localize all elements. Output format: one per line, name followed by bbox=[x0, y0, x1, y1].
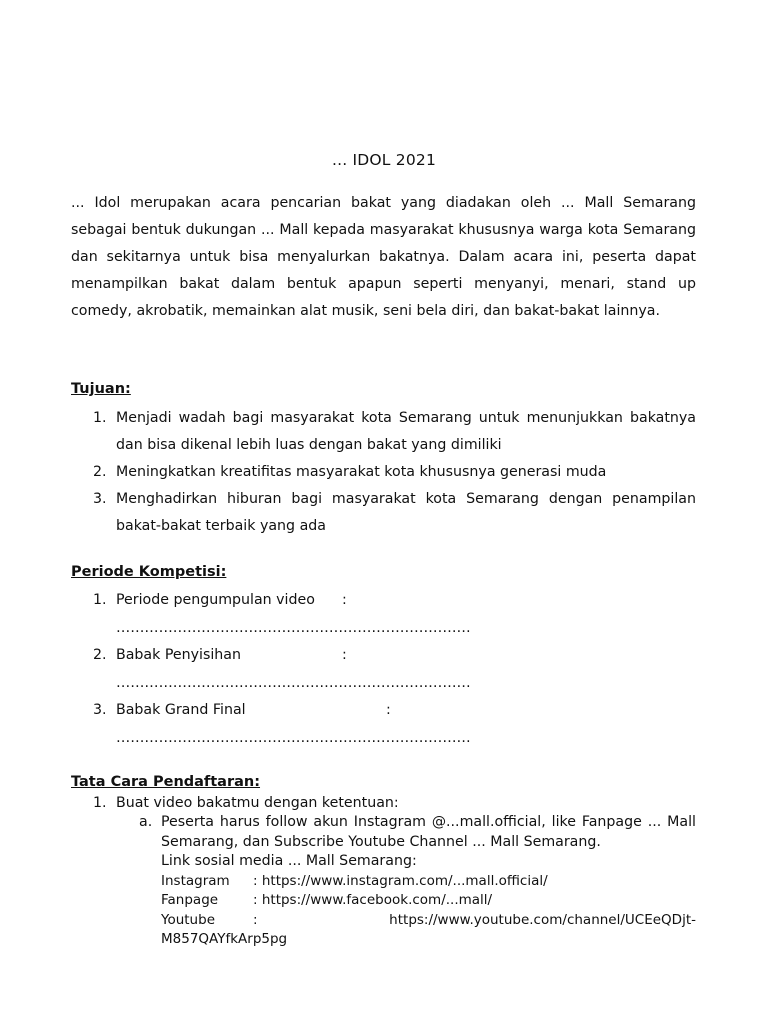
tata-cara-list bbox=[71, 794, 696, 814]
list-item bbox=[71, 405, 696, 459]
sub-list bbox=[71, 813, 696, 950]
period-label: Periode pengumpulan video bbox=[116, 592, 315, 608]
instagram-label: Instagram bbox=[161, 872, 230, 889]
list-item bbox=[71, 794, 696, 814]
period-dots: ………………………………………………………………… bbox=[116, 674, 471, 691]
youtube-row bbox=[161, 911, 696, 931]
list-item bbox=[71, 642, 696, 697]
youtube-colon: : bbox=[253, 911, 258, 928]
sub-item-a bbox=[71, 813, 696, 930]
fanpage-link[interactable]: : https://www.facebook.com/...mall/ bbox=[253, 892, 493, 908]
sub-letter: a. bbox=[139, 814, 153, 830]
youtube-link[interactable]: https://www.youtube.com/channel/UCEeQDjt- bbox=[389, 911, 696, 928]
periode-heading: Periode Kompetisi: bbox=[71, 564, 227, 580]
period-label: Babak Penyisihan bbox=[116, 647, 241, 663]
list-number: 1. bbox=[93, 410, 107, 426]
youtube-label: Youtube bbox=[161, 911, 215, 928]
period-colon: : bbox=[342, 647, 347, 663]
period-label: Babak Grand Final bbox=[116, 702, 246, 718]
youtube-link-continued[interactable]: M857QAYfkArp5pg bbox=[161, 931, 288, 947]
tujuan-heading: Tujuan: bbox=[71, 381, 131, 397]
fanpage-label: Fanpage bbox=[161, 892, 219, 908]
list-number: 2. bbox=[93, 647, 107, 663]
tujuan-list bbox=[71, 405, 696, 540]
list-item bbox=[71, 587, 696, 642]
intro-paragraph: ... Idol merupakan acara pencarian bakat yang diadakan oleh ... Mall Semarang sebagai bentuk dukungan ... Mall kepada masyarakat khususnya warga kota Semarang dan sekitarnya untuk bisa menyalurkan bakatnya. Dalam acara ini, peserta dapat menampilkan bakat dalam bentuk apapun seperti menyanyi, menari, stand up comedy, akrobatik, memainkan alat musik, seni bela diri, dan bakat-bakat lainnya. bbox=[71, 195, 696, 319]
period-dots: ………………………………………………………………… bbox=[116, 619, 471, 636]
list-item bbox=[71, 486, 696, 540]
link-intro: Link sosial media ... Mall Semarang: bbox=[161, 853, 417, 869]
instagram-link[interactable]: : https://www.instagram.com/...mall.official/ bbox=[253, 872, 548, 889]
list-number: 1. bbox=[93, 592, 107, 608]
period-colon: : bbox=[342, 592, 347, 608]
instagram-row bbox=[161, 872, 696, 892]
period-colon: : bbox=[386, 702, 391, 718]
sub-item-text: Peserta harus follow akun Instagram @...mall.official, like Fanpage ... Mall Semarang, dan Subscribe Youtube Channel ... Mall Semarang. bbox=[161, 814, 696, 850]
period-dots: ………………………………………………………………… bbox=[116, 729, 471, 746]
periode-list bbox=[71, 587, 696, 752]
list-item-text: Buat video bakatmu dengan ketentuan: bbox=[116, 795, 399, 811]
list-item-text: Menjadi wadah bagi masyarakat kota Semarang untuk menunjukkan bakatnya dan bisa dikenal lebih luas dengan bakat yang dimiliki bbox=[116, 410, 696, 453]
list-number: 2. bbox=[93, 464, 107, 480]
tata-cara-heading: Tata Cara Pendaftaran: bbox=[71, 774, 261, 790]
list-item-text: Menghadirkan hiburan bagi masyarakat kota Semarang dengan penampilan bakat-bakat terbaik yang ada bbox=[116, 491, 696, 534]
list-number: 3. bbox=[93, 491, 107, 507]
list-number: 1. bbox=[93, 795, 107, 811]
list-number: 3. bbox=[93, 702, 107, 718]
list-item bbox=[71, 697, 696, 752]
list-item bbox=[71, 459, 696, 486]
fanpage-row bbox=[161, 891, 696, 911]
list-item-text: Meningkatkan kreatifitas masyarakat kota khususnya generasi muda bbox=[116, 464, 607, 480]
document-title: ... IDOL 2021 bbox=[331, 151, 437, 169]
